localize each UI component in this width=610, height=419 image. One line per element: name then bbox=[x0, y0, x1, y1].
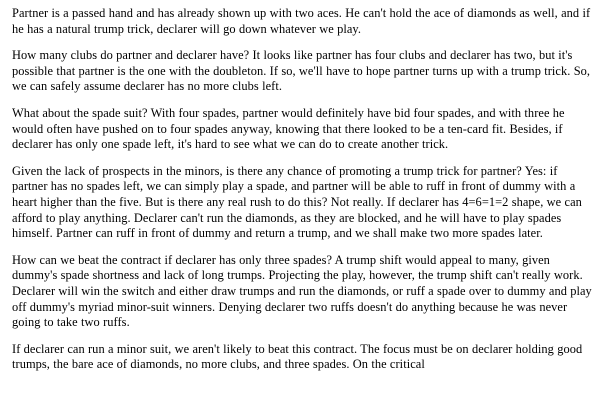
paragraph-4: Given the lack of prospects in the minors, is there any chance of promoting a trump trick for partner? Yes: if partner has no spades left, we can simply play a spade, and partner will be able to ruff in front of dummy with a heart higher than the five. But is there any real rush to do this? Not really. If declarer has 4=6=1=2 shape, we can afford to play anything. Declarer can't run the diamonds, as they are blocked, and he will have to play spades himself. Partner can ruff in front of dummy and return a trump, and we shall make two more spades later. bbox=[12, 163, 582, 241]
paragraph-6: If declarer can run a minor suit, we aren't likely to beat this contract. The focus must be on declarer holding good trumps, the bare ace of diamonds, no more clubs, and three spades. On the critical bbox=[12, 341, 583, 372]
paragraph-2: How many clubs do partner and declarer have? It looks like partner has four clubs and declarer has two, but it's possible that partner is the one with the doubleton. If so, we'll have to hope partner turns up with a trump trick. So, we can safely assume declarer has no more clubs left. bbox=[12, 48, 591, 94]
paragraph-5: How can we beat the contract if declarer has only three spades? A trump shift would appeal to many, given dummy's spade shortness and lack of long trumps. Projecting the play, however, the trump shift can't really work. Declarer will win the switch and either draw trumps and run the diamonds, or ruff a spade over to dummy and play off dummy's myriad minor-suit winners. Denying declarer two ruffs doesn't do anything because he was never going to take two ruffs. bbox=[12, 252, 592, 330]
paragraph-3: What about the spade suit? With four spades, partner would definitely have bid four spades, and with three he would often have pushed on to four spades anyway, knowing that there looked to be a ten-card fit. Besides, if declarer has only one spade left, it's hard to see what we can do to create another trick. bbox=[12, 105, 565, 152]
paragraph-1: Partner is a passed hand and has already shown up with two aces. He can't hold the ace of diamonds as well, and if he has a natural trump trick, declarer will go down whatever we play. bbox=[12, 6, 591, 36]
